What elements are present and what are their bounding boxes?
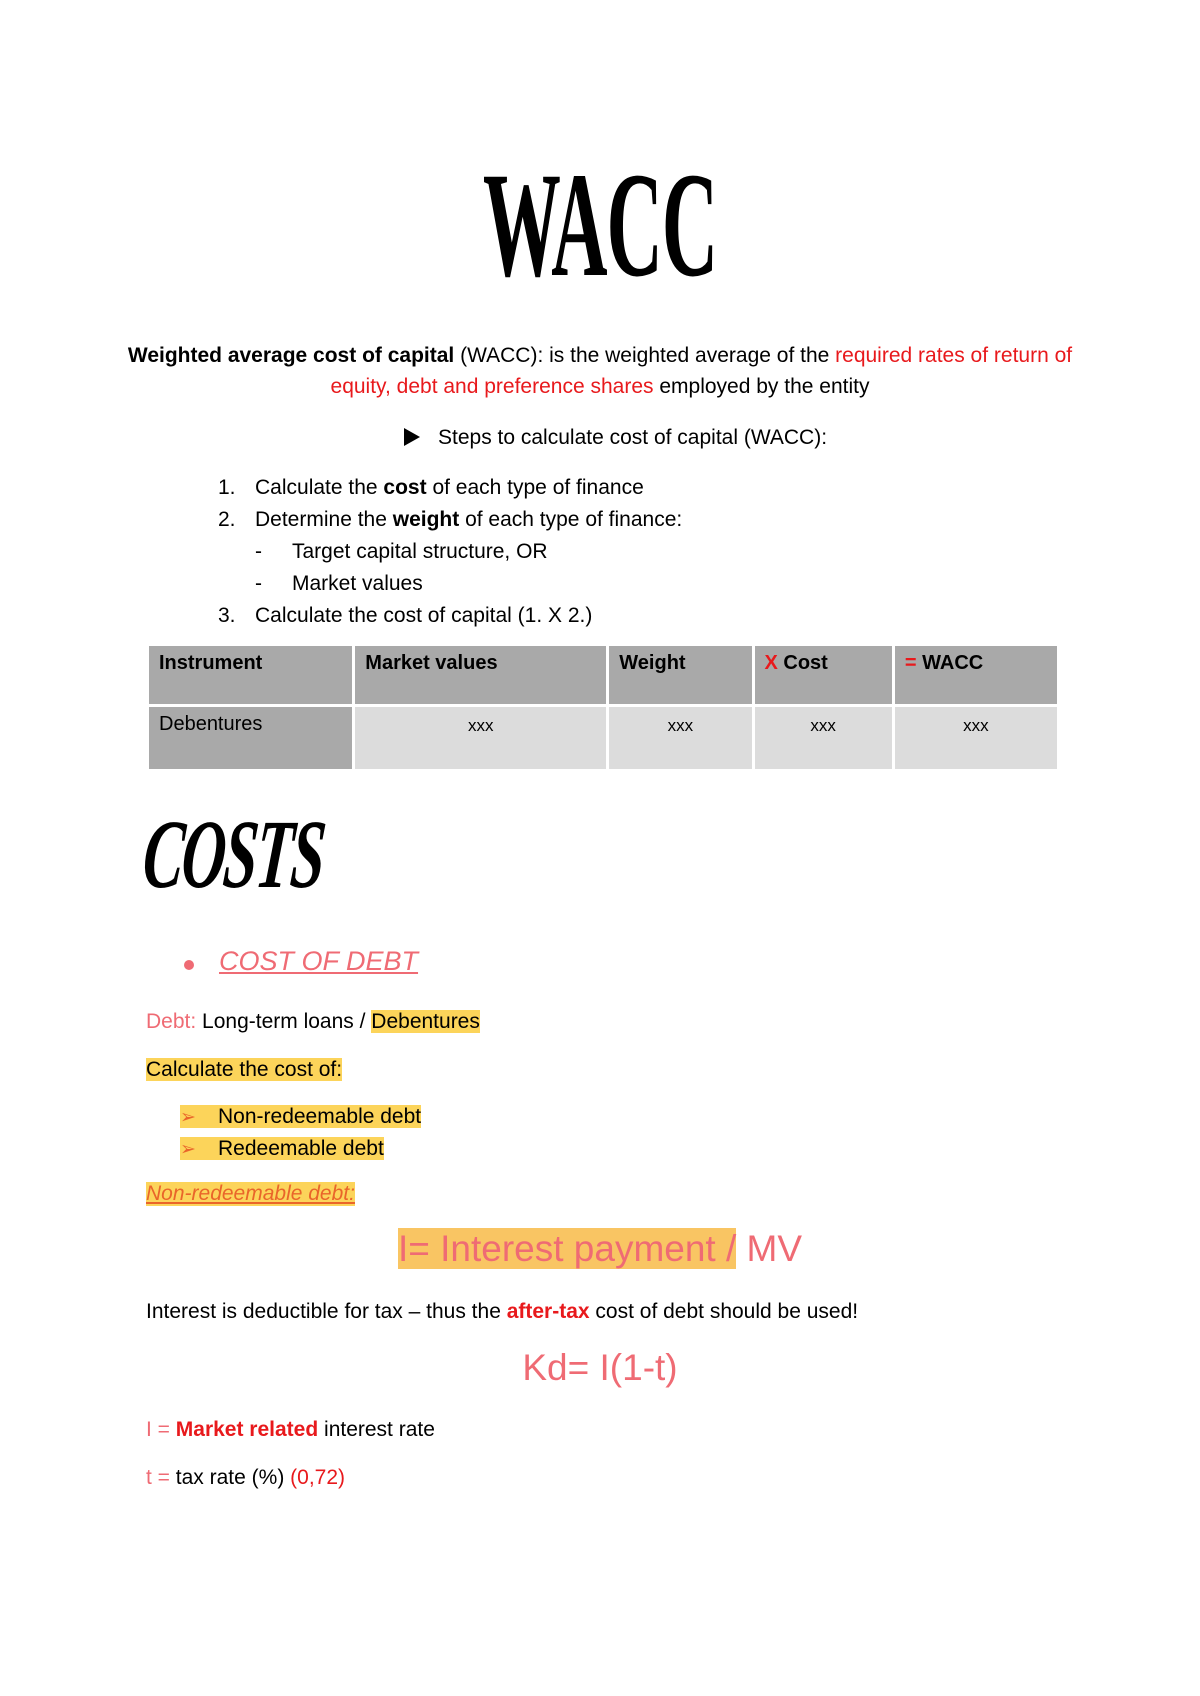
triangle-bullet-icon bbox=[404, 428, 420, 446]
list-item bbox=[180, 1137, 384, 1161]
cost-of-debt-heading: COST OF DEBT bbox=[219, 946, 419, 976]
debt-type: Non-redeemable debt bbox=[218, 1105, 422, 1128]
wacc-definition bbox=[120, 340, 1080, 402]
column-header-weight: Weight bbox=[609, 646, 751, 707]
debt-label: Debt: bbox=[146, 1010, 197, 1033]
table-row bbox=[149, 707, 1057, 769]
table-cell: Debentures bbox=[149, 707, 352, 769]
arrow-bullet-icon: ➢ bbox=[180, 1107, 196, 1128]
list-number: 3. bbox=[218, 604, 236, 627]
table-cell: xxx bbox=[755, 707, 892, 769]
list-text: Calculate the cost of capital (1. X 2.) bbox=[255, 604, 593, 627]
list-text: Calculate the bbox=[255, 476, 384, 499]
debt-text: Long-term loans / bbox=[196, 1010, 372, 1033]
debt-type: Redeemable debt bbox=[218, 1137, 384, 1160]
definition-term: Weighted average cost of capital bbox=[127, 344, 455, 367]
column-header-wacc: = WACC bbox=[895, 646, 1057, 707]
list-text: of each type of finance bbox=[426, 476, 644, 499]
interest-formula bbox=[0, 1228, 1200, 1270]
sub-list-item: - Market values bbox=[255, 572, 423, 595]
t-definition bbox=[146, 1466, 345, 1490]
debt-highlight: Debentures bbox=[371, 1010, 480, 1033]
steps-list bbox=[218, 472, 682, 632]
i-definition bbox=[146, 1418, 435, 1442]
definition-text: interest rate bbox=[318, 1418, 435, 1441]
definition-tail: employed by the entity bbox=[653, 375, 870, 398]
calculate-label bbox=[146, 1058, 342, 1082]
list-item bbox=[218, 472, 682, 504]
sub-list-text: Market values bbox=[292, 572, 423, 595]
tax-note-text: cost of debt should be used! bbox=[589, 1300, 859, 1323]
definition-red-text: required rates of return of equity, debt and preference shares bbox=[330, 344, 1073, 398]
list-item bbox=[180, 1105, 421, 1129]
list-bold: cost bbox=[383, 476, 427, 499]
column-header-cost: X Cost bbox=[755, 646, 892, 707]
list-number: 1. bbox=[218, 476, 236, 499]
list-item bbox=[218, 600, 682, 632]
definition-text: tax rate (%) bbox=[175, 1466, 291, 1489]
steps-heading bbox=[404, 426, 827, 450]
definition-red: Market related bbox=[175, 1418, 319, 1441]
definition-value: (0,72) bbox=[290, 1466, 346, 1489]
list-bold: weight bbox=[392, 508, 460, 531]
bullet-dot-icon bbox=[184, 960, 194, 970]
column-header-market-values: Market values bbox=[355, 646, 606, 707]
formula-part: MV bbox=[736, 1228, 803, 1269]
tax-note-text: Interest is deductible for tax – thus the bbox=[146, 1300, 507, 1323]
column-header-instrument: Instrument bbox=[149, 646, 352, 707]
table-cell: xxx bbox=[895, 707, 1057, 769]
table-cell: xxx bbox=[609, 707, 751, 769]
debt-definition bbox=[146, 1010, 480, 1034]
arrow-bullet-icon: ➢ bbox=[180, 1139, 196, 1160]
table-header-row bbox=[149, 646, 1057, 707]
page-title: WACC bbox=[482, 142, 718, 308]
list-number: 2. bbox=[218, 508, 236, 531]
definition-label: I = bbox=[146, 1418, 176, 1441]
tax-note-red: after-tax bbox=[506, 1300, 590, 1323]
wacc-table bbox=[146, 646, 1060, 769]
definition-abbr: (WACC): is the weighted average of the bbox=[454, 344, 836, 367]
list-text: of each type of finance: bbox=[459, 508, 683, 531]
sub-list-text: Target capital structure, OR bbox=[292, 540, 548, 563]
calculate-label-text: Calculate the cost of: bbox=[146, 1058, 343, 1081]
steps-heading-text: Steps to calculate cost of capital (WACC): bbox=[438, 426, 828, 449]
table-cell: xxx bbox=[355, 707, 606, 769]
definition-label: t = bbox=[146, 1466, 176, 1489]
tax-note bbox=[146, 1300, 858, 1324]
costs-heading: COSTS bbox=[138, 801, 329, 909]
kd-formula: Kd= I(1-t) bbox=[522, 1347, 678, 1388]
list-item bbox=[218, 504, 682, 536]
non-redeemable-heading: Non-redeemable debt: bbox=[146, 1182, 355, 1205]
sub-list-item: - Target capital structure, OR bbox=[255, 540, 548, 563]
formula-part: I= Interest payment / bbox=[397, 1228, 737, 1269]
list-text: Determine the bbox=[255, 508, 393, 531]
